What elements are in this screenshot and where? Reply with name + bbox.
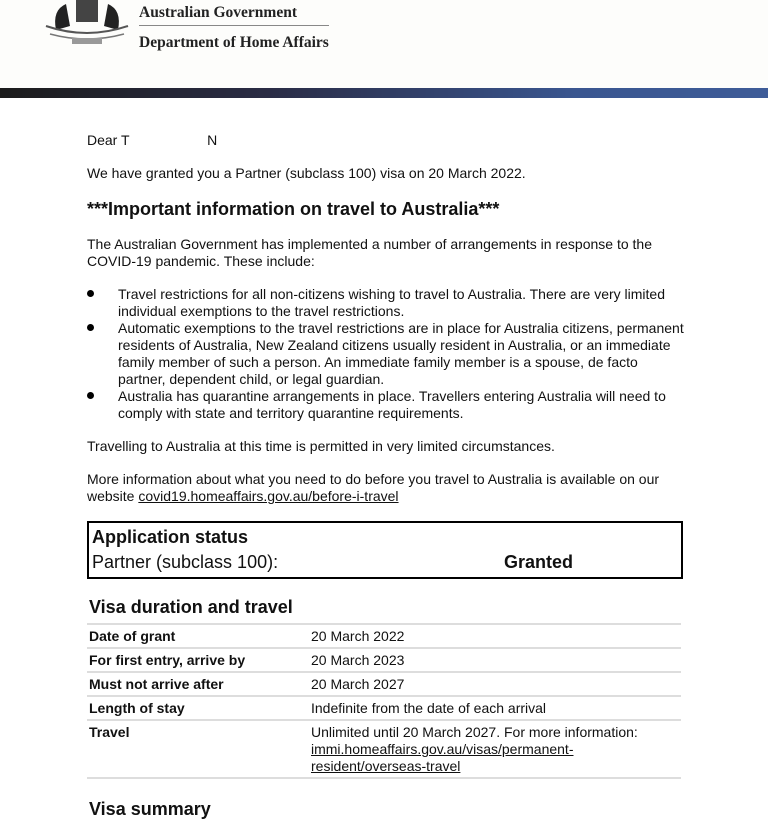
status-badge: Granted	[504, 552, 574, 572]
travel-text: Unlimited until 20 March 2027. For more information:	[311, 724, 638, 740]
header-divider	[139, 25, 329, 26]
bullet-item	[87, 388, 687, 422]
covid-info-link[interactable]: covid19.homeaffairs.gov.au/before-i-travel	[138, 488, 399, 504]
bullet-text: Australia has quarantine arrangements in place. Travellers entering Australia will need to comply with state and territory quarantine requirements.	[118, 388, 666, 421]
bullet-icon	[87, 324, 94, 331]
header-gradient-bar	[0, 88, 768, 98]
row-value	[309, 720, 681, 778]
duration-table	[87, 623, 681, 779]
table-row	[87, 672, 681, 696]
row-value: Indefinite from the date of each arrival	[309, 696, 681, 720]
status-title: Application status	[92, 527, 249, 547]
coat-of-arms-logo	[42, 0, 132, 52]
row-value: 20 March 2022	[309, 624, 681, 648]
government-title: Australian Government	[139, 4, 298, 21]
bullet-text: Travel restrictions for all non-citizens wishing to travel to Australia. There are very limited individual exemptions to the travel restrictions.	[118, 286, 665, 319]
letter-body	[87, 132, 687, 825]
more-info-text: More information about what you need to do before you travel to Australia is available on our website	[87, 471, 660, 504]
table-row	[87, 696, 681, 720]
more-info-paragraph	[87, 471, 687, 505]
grant-sentence: We have granted you a Partner (subclass 100) visa on 20 March 2022.	[87, 165, 526, 181]
greeting: Dear T N	[87, 132, 218, 148]
bullet-text: Automatic exemptions to the travel restrictions are in place for Australia citizens, permanent residents of Australia, New Zealand citizens usually resident in Australia, or an immediate family member of such a person. An immediate family member is a spouse, de facto partner, dependent child, or legal guardian.	[118, 320, 684, 387]
summary-heading: Visa summary	[89, 799, 211, 819]
letterhead	[0, 0, 768, 88]
travel-bullets	[87, 286, 687, 422]
limited-paragraph: Travelling to Australia at this time is permitted in very limited circumstances.	[87, 438, 555, 454]
bullet-icon	[87, 392, 94, 399]
overseas-travel-link[interactable]: immi.homeaffairs.gov.au/visas/permanent-resident/overseas-travel	[311, 741, 574, 774]
application-status-box	[87, 521, 683, 579]
intro-paragraph: The Australian Government has implemented a number of arrangements in response to the COVID-19 pandemic. These include:	[87, 236, 652, 269]
bullet-item	[87, 286, 687, 320]
bullet-item	[87, 320, 687, 388]
status-visa: Partner (subclass 100):	[92, 552, 279, 572]
row-label: Must not arrive after	[87, 672, 309, 696]
department-title: Department of Home Affairs	[139, 34, 329, 51]
table-row	[87, 720, 681, 778]
row-label: Date of grant	[87, 624, 309, 648]
important-heading: ***Important information on travel to Australia***	[87, 199, 500, 219]
row-label: For first entry, arrive by	[87, 648, 309, 672]
table-row	[87, 624, 681, 648]
duration-heading: Visa duration and travel	[89, 597, 293, 617]
row-label: Length of stay	[87, 696, 309, 720]
row-value: 20 March 2027	[309, 672, 681, 696]
row-value: 20 March 2023	[309, 648, 681, 672]
row-label: Travel	[87, 720, 309, 778]
table-row	[87, 648, 681, 672]
bullet-icon	[87, 290, 94, 297]
